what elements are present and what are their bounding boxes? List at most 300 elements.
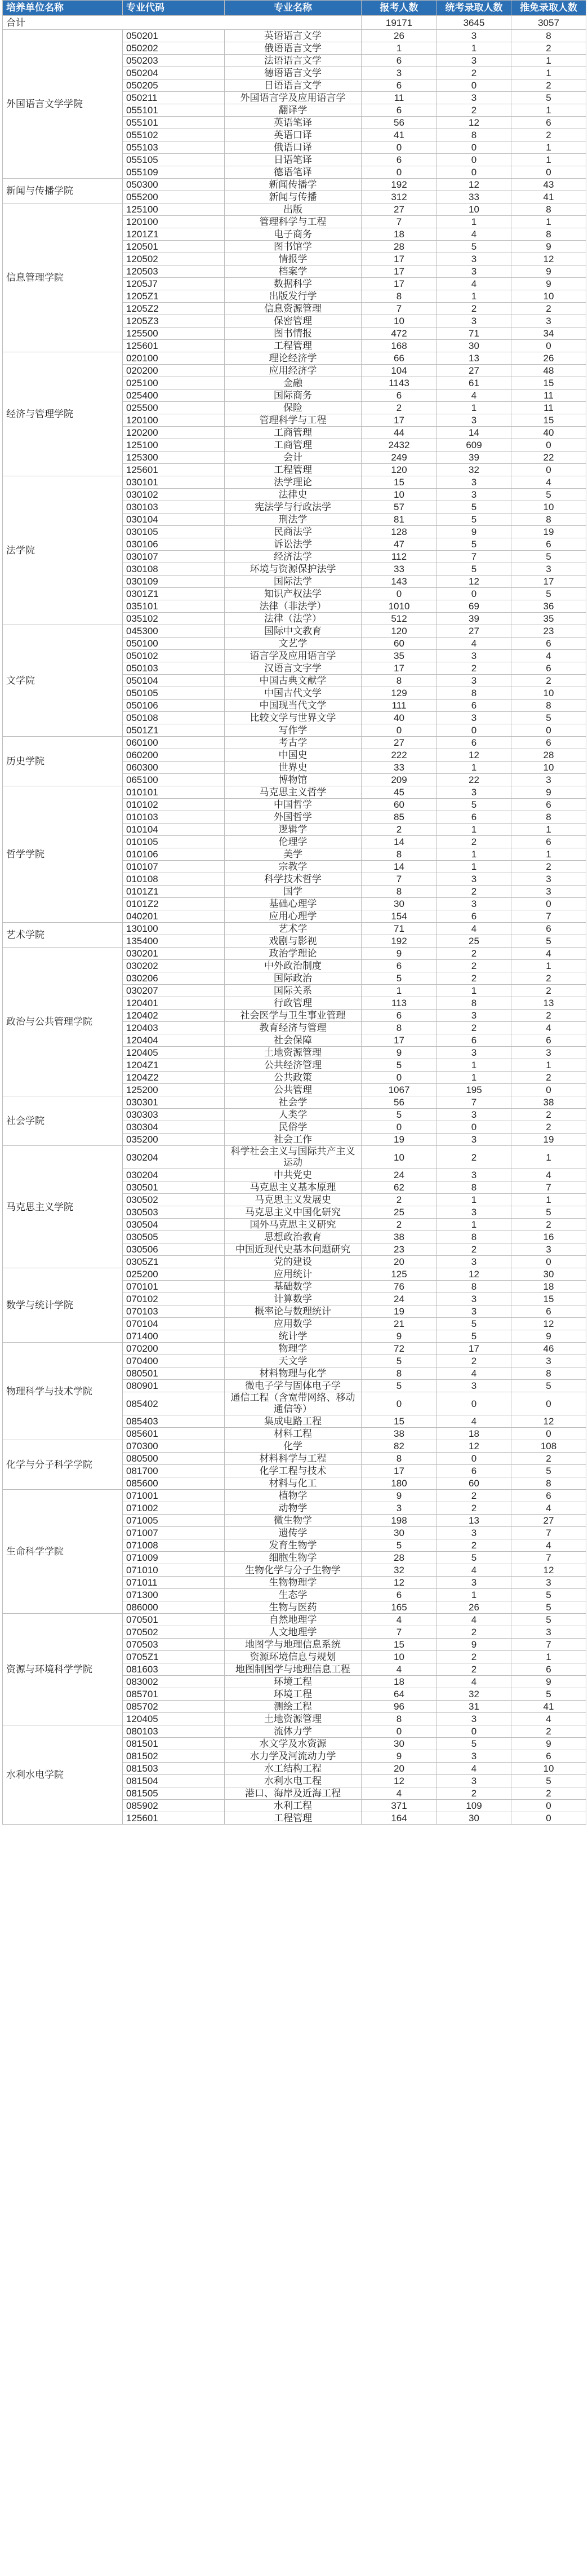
major-name: 英语口译 [225, 129, 362, 141]
major-name: 美学 [225, 848, 362, 861]
admitted-exam-count: 12 [437, 576, 511, 588]
major-code: 050204 [123, 67, 225, 79]
admitted-total-count: 2 [511, 861, 586, 873]
admitted-exam-count: 2 [437, 1663, 511, 1676]
major-name: 马克思主义哲学 [225, 786, 362, 799]
major-code: 081504 [123, 1775, 225, 1787]
admitted-exam-count: 3 [437, 898, 511, 910]
table-body [3, 16, 586, 1825]
admitted-total-count: 2 [511, 1219, 586, 1231]
admitted-total-count: 108 [511, 1440, 586, 1453]
admitted-total-count: 3 [511, 886, 586, 898]
admitted-total-count: 15 [511, 414, 586, 427]
major-name: 法律史 [225, 489, 362, 501]
major-name: 水利工程 [225, 1800, 362, 1812]
major-code: 050105 [123, 687, 225, 700]
applicants-count: 18 [362, 1676, 437, 1688]
admitted-exam-count: 4 [437, 1676, 511, 1688]
admitted-exam-count: 5 [437, 563, 511, 576]
admitted-exam-count: 2 [437, 1022, 511, 1034]
major-name: 基础数学 [225, 1281, 362, 1293]
major-name: 遗传学 [225, 1527, 362, 1539]
admission-table-container [2, 0, 586, 1825]
applicants-count: 0 [362, 1121, 437, 1134]
major-code: 055105 [123, 154, 225, 166]
admitted-exam-count: 1 [437, 824, 511, 836]
applicants-count: 17 [362, 1034, 437, 1047]
major-name: 日语语言文学 [225, 79, 362, 92]
applicants-count: 6 [362, 960, 437, 972]
major-name: 中国现当代文学 [225, 700, 362, 712]
applicants-count: 192 [362, 179, 437, 191]
major-code: 125601 [123, 464, 225, 476]
major-code: 080901 [123, 1380, 225, 1392]
total-admitted-total: 3057 [511, 16, 586, 30]
admitted-exam-count: 4 [437, 638, 511, 650]
major-code: 030501 [123, 1181, 225, 1194]
major-name: 材料科学与工程 [225, 1453, 362, 1465]
major-name: 艺术学 [225, 923, 362, 935]
major-code: 010104 [123, 824, 225, 836]
table-row [3, 923, 586, 935]
major-code: 010101 [123, 786, 225, 799]
applicants-count: 64 [362, 1688, 437, 1701]
admitted-total-count: 2 [511, 42, 586, 55]
major-code: 030502 [123, 1194, 225, 1206]
major-code: 0705Z1 [123, 1651, 225, 1663]
major-code: 050104 [123, 675, 225, 687]
major-code: 055101 [123, 117, 225, 129]
applicants-count: 6 [362, 154, 437, 166]
admitted-total-count: 7 [511, 1639, 586, 1651]
applicants-count: 0 [362, 1725, 437, 1738]
applicants-count: 112 [362, 551, 437, 563]
applicants-count: 10 [362, 315, 437, 327]
table-row [3, 1614, 586, 1626]
college-name: 艺术学院 [3, 923, 123, 948]
major-code: 070104 [123, 1318, 225, 1330]
major-name: 出版 [225, 203, 362, 216]
major-name: 工程管理 [225, 340, 362, 352]
major-code: 025400 [123, 390, 225, 402]
admitted-exam-count: 0 [437, 166, 511, 179]
admitted-exam-count: 3 [437, 55, 511, 67]
applicants-count: 312 [362, 191, 437, 203]
admitted-exam-count: 609 [437, 439, 511, 452]
major-name: 应用数学 [225, 1318, 362, 1330]
applicants-count: 9 [362, 948, 437, 960]
admitted-total-count: 0 [511, 1392, 586, 1415]
admitted-total-count: 5 [511, 489, 586, 501]
admitted-total-count: 5 [511, 92, 586, 104]
major-code: 065100 [123, 774, 225, 786]
major-name: 政治学理论 [225, 948, 362, 960]
major-name: 国际商务 [225, 390, 362, 402]
major-code: 080103 [123, 1725, 225, 1738]
applicants-count: 27 [362, 737, 437, 749]
admitted-total-count: 34 [511, 327, 586, 340]
major-name: 德语语言文学 [225, 67, 362, 79]
major-name: 材料与化工 [225, 1477, 362, 1490]
admitted-exam-count: 6 [437, 700, 511, 712]
admitted-total-count: 2 [511, 1787, 586, 1800]
admitted-total-count: 6 [511, 117, 586, 129]
major-code: 030106 [123, 538, 225, 551]
major-code: 085702 [123, 1701, 225, 1713]
admitted-total-count: 2 [511, 675, 586, 687]
major-code: 030109 [123, 576, 225, 588]
major-code: 030202 [123, 960, 225, 972]
admitted-exam-count: 3 [437, 712, 511, 724]
admitted-exam-count: 6 [437, 811, 511, 824]
major-name: 概率论与数理统计 [225, 1305, 362, 1318]
major-code: 125100 [123, 439, 225, 452]
applicants-count: 8 [362, 1022, 437, 1034]
admitted-total-count: 4 [511, 476, 586, 489]
major-code: 125200 [123, 1084, 225, 1096]
admitted-exam-count: 0 [437, 154, 511, 166]
major-code: 030506 [123, 1243, 225, 1256]
applicants-count: 2 [362, 824, 437, 836]
admitted-total-count: 1 [511, 141, 586, 154]
admitted-total-count: 8 [511, 1367, 586, 1380]
admitted-total-count: 48 [511, 365, 586, 377]
major-code: 050103 [123, 662, 225, 675]
major-code: 0101Z1 [123, 886, 225, 898]
major-code: 120100 [123, 216, 225, 228]
admitted-exam-count: 3 [437, 1169, 511, 1181]
admitted-total-count: 8 [511, 228, 586, 241]
admitted-exam-count: 1 [437, 1589, 511, 1601]
admitted-total-count: 5 [511, 588, 586, 600]
admitted-exam-count: 0 [437, 1392, 511, 1415]
admitted-total-count: 9 [511, 278, 586, 290]
admitted-total-count: 9 [511, 786, 586, 799]
admitted-total-count: 0 [511, 464, 586, 476]
admitted-exam-count: 0 [437, 1725, 511, 1738]
major-name: 应用经济学 [225, 365, 362, 377]
applicants-count: 8 [362, 675, 437, 687]
admitted-total-count: 1 [511, 1194, 586, 1206]
applicants-count: 0 [362, 141, 437, 154]
applicants-count: 66 [362, 352, 437, 365]
applicants-count: 17 [362, 253, 437, 265]
major-code: 1205Z2 [123, 303, 225, 315]
admitted-exam-count: 2 [437, 948, 511, 960]
admitted-total-count: 0 [511, 1812, 586, 1825]
major-code: 030102 [123, 489, 225, 501]
major-name: 俄语口译 [225, 141, 362, 154]
admitted-exam-count: 3 [437, 489, 511, 501]
admitted-exam-count: 1 [437, 402, 511, 414]
admitted-total-count: 8 [511, 203, 586, 216]
major-code: 1201Z1 [123, 228, 225, 241]
major-code: 120403 [123, 1022, 225, 1034]
major-name: 马克思主义中国化研究 [225, 1206, 362, 1219]
admitted-total-count: 38 [511, 1096, 586, 1109]
admitted-total-count: 5 [511, 1589, 586, 1601]
major-code: 030304 [123, 1121, 225, 1134]
admitted-total-count: 23 [511, 625, 586, 638]
admitted-exam-count: 0 [437, 588, 511, 600]
major-code: 125601 [123, 1812, 225, 1825]
admitted-total-count: 5 [511, 1614, 586, 1626]
major-code: 050100 [123, 638, 225, 650]
applicants-count: 44 [362, 427, 437, 439]
admitted-total-count: 1 [511, 1651, 586, 1663]
major-name: 德语笔译 [225, 166, 362, 179]
applicants-count: 41 [362, 129, 437, 141]
major-name: 党的建设 [225, 1256, 362, 1268]
admitted-exam-count: 14 [437, 427, 511, 439]
applicants-count: 125 [362, 1268, 437, 1281]
major-name: 社会医学与卫生事业管理 [225, 1010, 362, 1022]
major-code: 030301 [123, 1096, 225, 1109]
major-name: 电子商务 [225, 228, 362, 241]
admitted-exam-count: 5 [437, 1330, 511, 1343]
major-name: 国外马克思主义研究 [225, 1219, 362, 1231]
major-code: 030107 [123, 551, 225, 563]
major-code: 030201 [123, 948, 225, 960]
applicants-count: 6 [362, 79, 437, 92]
major-code: 050201 [123, 30, 225, 42]
admitted-exam-count: 4 [437, 1415, 511, 1428]
major-name: 法律（非法学） [225, 600, 362, 613]
admitted-total-count: 18 [511, 1281, 586, 1293]
admitted-total-count: 6 [511, 923, 586, 935]
admitted-exam-count: 2 [437, 662, 511, 675]
major-name: 中国近现代史基本问题研究 [225, 1243, 362, 1256]
major-code: 070103 [123, 1305, 225, 1318]
admitted-exam-count: 30 [437, 340, 511, 352]
major-name: 材料工程 [225, 1428, 362, 1440]
admitted-exam-count: 2 [437, 1787, 511, 1800]
admitted-total-count: 2 [511, 303, 586, 315]
admitted-total-count: 15 [511, 377, 586, 390]
admitted-exam-count: 4 [437, 1564, 511, 1577]
admitted-total-count: 26 [511, 352, 586, 365]
major-code: 050102 [123, 650, 225, 662]
applicants-count: 7 [362, 873, 437, 886]
applicants-count: 23 [362, 1243, 437, 1256]
admitted-total-count: 6 [511, 1305, 586, 1318]
table-row [3, 30, 586, 42]
major-code: 070502 [123, 1626, 225, 1639]
table-row [3, 737, 586, 749]
major-name: 测绘工程 [225, 1701, 362, 1713]
applicants-count: 2 [362, 1194, 437, 1206]
admitted-exam-count: 5 [437, 501, 511, 514]
applicants-count: 17 [362, 414, 437, 427]
admitted-exam-count: 3 [437, 1134, 511, 1146]
applicants-count: 19 [362, 1305, 437, 1318]
major-name: 诉讼法学 [225, 538, 362, 551]
major-name: 土地资源管理 [225, 1713, 362, 1725]
major-name: 化学工程与技术 [225, 1465, 362, 1477]
major-name: 汉语言文字学 [225, 662, 362, 675]
applicants-count: 5 [362, 1355, 437, 1367]
admitted-total-count: 1 [511, 104, 586, 117]
admitted-exam-count: 71 [437, 327, 511, 340]
major-name: 科学社会主义与国际共产主义运动 [225, 1146, 362, 1169]
applicants-count: 2 [362, 1219, 437, 1231]
admitted-total-count: 19 [511, 1134, 586, 1146]
applicants-count: 56 [362, 117, 437, 129]
admitted-exam-count: 30 [437, 1812, 511, 1825]
major-code: 030505 [123, 1231, 225, 1243]
applicants-count: 104 [362, 365, 437, 377]
admitted-exam-count: 0 [437, 79, 511, 92]
major-name: 俄语语言文学 [225, 42, 362, 55]
admitted-exam-count: 8 [437, 997, 511, 1010]
admitted-exam-count: 4 [437, 278, 511, 290]
major-code: 030303 [123, 1109, 225, 1121]
admitted-total-count: 5 [511, 1601, 586, 1614]
admitted-total-count: 3 [511, 1355, 586, 1367]
major-name: 国际法学 [225, 576, 362, 588]
table-row [3, 352, 586, 365]
applicants-count: 1143 [362, 377, 437, 390]
admitted-exam-count: 4 [437, 1367, 511, 1380]
major-code: 071400 [123, 1330, 225, 1343]
major-code: 020200 [123, 365, 225, 377]
admitted-total-count: 4 [511, 1169, 586, 1181]
applicants-count: 96 [362, 1701, 437, 1713]
applicants-count: 26 [362, 30, 437, 42]
admitted-total-count: 12 [511, 1415, 586, 1428]
header-major: 专业名称 [225, 1, 362, 16]
major-name: 世界史 [225, 762, 362, 774]
admitted-exam-count: 3 [437, 1109, 511, 1121]
applicants-count: 17 [362, 662, 437, 675]
major-name: 工程管理 [225, 1812, 362, 1825]
admitted-total-count: 2 [511, 985, 586, 997]
applicants-count: 9 [362, 1330, 437, 1343]
applicants-count: 81 [362, 514, 437, 526]
major-name: 人文地理学 [225, 1626, 362, 1639]
admitted-total-count: 6 [511, 737, 586, 749]
major-name: 思想政治教育 [225, 1231, 362, 1243]
admitted-total-count: 0 [511, 340, 586, 352]
header-admitted-exam: 统考录取人数 [437, 1, 511, 16]
admitted-total-count: 3 [511, 873, 586, 886]
major-code: 050205 [123, 79, 225, 92]
applicants-count: 15 [362, 1415, 437, 1428]
admitted-exam-count: 6 [437, 910, 511, 923]
admitted-total-count: 5 [511, 1465, 586, 1477]
admitted-total-count: 19 [511, 526, 586, 538]
major-code: 030206 [123, 972, 225, 985]
college-name: 资源与环境科学学院 [3, 1614, 123, 1725]
admitted-total-count: 30 [511, 1268, 586, 1281]
major-name: 生物化学与分子生物学 [225, 1564, 362, 1577]
major-name: 物理学 [225, 1343, 362, 1355]
admitted-total-count: 22 [511, 452, 586, 464]
total-admitted-exam: 3645 [437, 16, 511, 30]
major-code: 120502 [123, 253, 225, 265]
admitted-total-count: 10 [511, 501, 586, 514]
admitted-total-count: 0 [511, 724, 586, 737]
major-name: 经济法学 [225, 551, 362, 563]
applicants-count: 19 [362, 1134, 437, 1146]
admitted-exam-count: 2 [437, 1539, 511, 1552]
admitted-exam-count: 0 [437, 141, 511, 154]
applicants-count: 8 [362, 886, 437, 898]
total-applicants: 19171 [362, 16, 437, 30]
major-name: 图书情报 [225, 327, 362, 340]
applicants-count: 165 [362, 1601, 437, 1614]
applicants-count: 25 [362, 1206, 437, 1219]
admitted-total-count: 10 [511, 1763, 586, 1775]
admitted-total-count: 2 [511, 1010, 586, 1022]
admitted-total-count: 1 [511, 55, 586, 67]
admitted-exam-count: 6 [437, 1465, 511, 1477]
major-name: 知识产权法学 [225, 588, 362, 600]
major-name: 比较文学与世界文学 [225, 712, 362, 724]
major-code: 055101 [123, 104, 225, 117]
admitted-exam-count: 109 [437, 1800, 511, 1812]
admitted-exam-count: 5 [437, 1318, 511, 1330]
applicants-count: 8 [362, 1713, 437, 1725]
major-name: 微电子学与固体电子学 [225, 1380, 362, 1392]
major-code: 030103 [123, 501, 225, 514]
admitted-total-count: 10 [511, 687, 586, 700]
applicants-count: 12 [362, 1775, 437, 1787]
applicants-count: 32 [362, 1564, 437, 1577]
admitted-exam-count: 12 [437, 1440, 511, 1453]
applicants-count: 38 [362, 1428, 437, 1440]
major-name: 材料物理与化学 [225, 1367, 362, 1380]
major-name: 保密管理 [225, 315, 362, 327]
applicants-count: 30 [362, 1527, 437, 1539]
major-name: 地图制图学与地理信息工程 [225, 1663, 362, 1676]
major-code: 030204 [123, 1169, 225, 1181]
applicants-count: 4 [362, 1663, 437, 1676]
admitted-exam-count: 2 [437, 1355, 511, 1367]
major-name: 水工结构工程 [225, 1763, 362, 1775]
admitted-total-count: 9 [511, 1738, 586, 1750]
applicants-count: 164 [362, 1812, 437, 1825]
major-code: 125601 [123, 340, 225, 352]
admitted-total-count: 7 [511, 1527, 586, 1539]
major-code: 050203 [123, 55, 225, 67]
applicants-count: 1 [362, 42, 437, 55]
table-row [3, 1440, 586, 1453]
major-name: 文艺学 [225, 638, 362, 650]
major-name: 应用心理学 [225, 910, 362, 923]
admitted-exam-count: 39 [437, 452, 511, 464]
admitted-exam-count: 5 [437, 538, 511, 551]
major-code: 0301Z1 [123, 588, 225, 600]
applicants-count: 9 [362, 1490, 437, 1502]
major-name: 法语语言文学 [225, 55, 362, 67]
major-code: 010103 [123, 811, 225, 824]
applicants-count: 7 [362, 1626, 437, 1639]
applicants-count: 24 [362, 1293, 437, 1305]
major-code: 120200 [123, 427, 225, 439]
major-code: 081501 [123, 1738, 225, 1750]
applicants-count: 198 [362, 1515, 437, 1527]
admitted-total-count: 41 [511, 1701, 586, 1713]
major-name: 外国哲学 [225, 811, 362, 824]
admitted-exam-count: 3 [437, 1713, 511, 1725]
admitted-exam-count: 3 [437, 1380, 511, 1392]
applicants-count: 209 [362, 774, 437, 786]
major-name: 资源环境信息与规划 [225, 1651, 362, 1663]
applicants-count: 72 [362, 1343, 437, 1355]
admitted-exam-count: 3 [437, 1206, 511, 1219]
admitted-total-count: 11 [511, 390, 586, 402]
